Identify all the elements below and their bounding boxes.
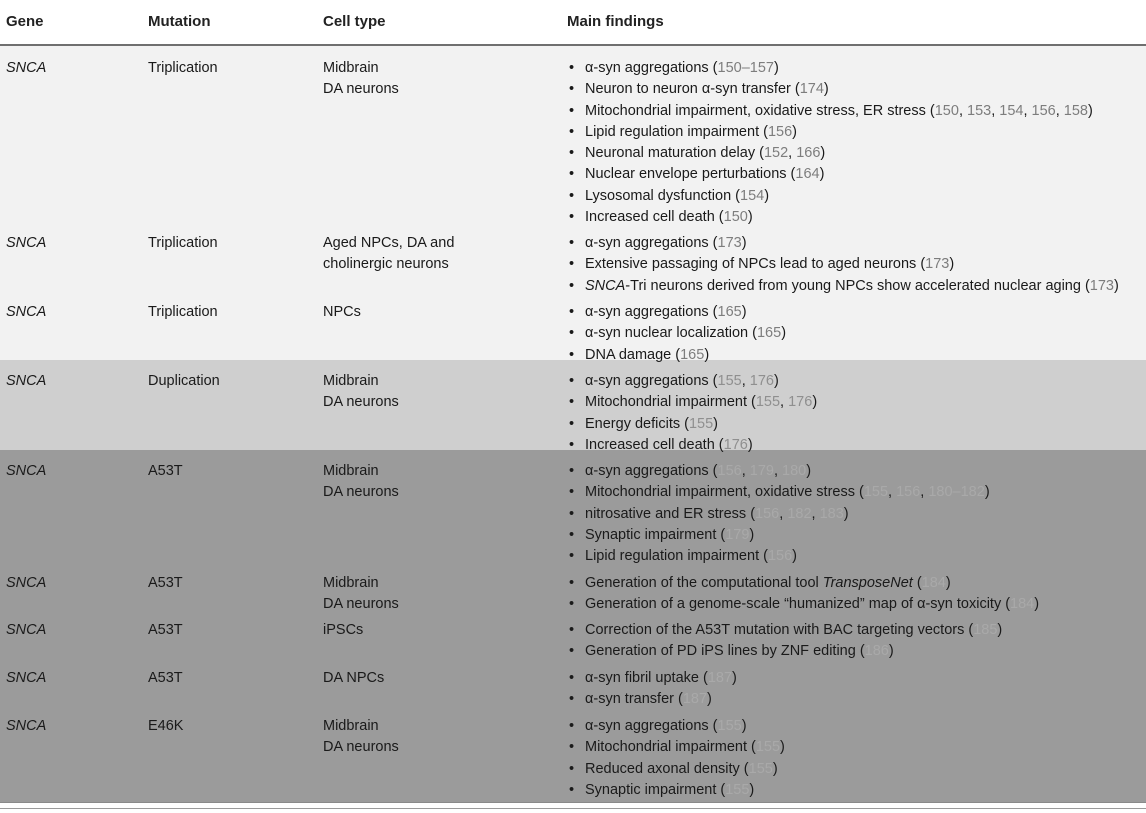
table-header: [0, 0, 1146, 44]
gene-cell: SNCA: [6, 718, 47, 734]
finding-text: ): [997, 622, 1003, 638]
header-cell-type: Cell type: [323, 13, 386, 30]
finding-item: [567, 276, 1146, 297]
mutation-cell: Triplication: [148, 60, 218, 76]
finding-text: Mitochondrial impairment, oxidative stress (: [585, 484, 864, 501]
cell-type-cell: [323, 233, 454, 276]
mutation-cell: A53T: [148, 670, 183, 686]
finding-text: Energy deficits (: [585, 415, 689, 432]
reference-link[interactable]: 155: [717, 718, 742, 734]
reference-link[interactable]: 185: [973, 622, 998, 638]
cell-type-cell: [323, 716, 399, 759]
reference-link[interactable]: 179: [725, 526, 750, 543]
cell-type-line: DA neurons: [323, 596, 399, 613]
finding-text: ): [792, 548, 797, 565]
finding-text: Mitochondrial impairment (: [585, 394, 756, 411]
finding-text: ): [781, 325, 787, 342]
cell-type-line: cholinergic neurons: [323, 256, 449, 273]
findings-cell: [567, 620, 1146, 663]
reference-link[interactable]: 155: [725, 781, 750, 798]
finding-text: ,: [1055, 102, 1064, 119]
reference-link[interactable]: 165: [717, 304, 742, 320]
italic-term: TransposeNet: [822, 575, 913, 591]
bottom-rule-secondary: [0, 808, 1146, 809]
finding-text: ): [747, 209, 753, 226]
finding-text: ): [749, 526, 755, 543]
findings-cell: [567, 573, 1146, 616]
finding-text: ): [792, 123, 797, 140]
finding-item: [567, 345, 1146, 366]
finding-text: ): [1114, 277, 1119, 294]
cell-type-cell: [323, 668, 384, 689]
finding-text: ,: [991, 102, 1000, 119]
cell-type-line: Midbrain: [323, 575, 379, 591]
gene-cell: SNCA: [6, 60, 47, 76]
findings-cell: [567, 461, 1146, 567]
reference-link[interactable]: 164: [795, 166, 820, 183]
finding-text: nitrosative and ER stress (: [585, 505, 756, 522]
finding-text: Neuron to neuron α-syn transfer (: [585, 81, 800, 98]
reference-link[interactable]: 150: [723, 209, 748, 226]
finding-text: ): [812, 394, 818, 411]
finding-text: α-syn aggregations (: [585, 235, 718, 251]
finding-text: ): [773, 60, 779, 76]
reference-link[interactable]: 187: [707, 670, 733, 686]
reference-link[interactable]: 182: [787, 505, 812, 522]
reference-link[interactable]: 153: [967, 102, 992, 119]
reference-link[interactable]: 176: [723, 436, 748, 453]
mutation-cell: E46K: [148, 718, 184, 734]
finding-text: ): [741, 235, 747, 251]
finding-item: [567, 186, 1146, 207]
finding-text: DNA damage (: [585, 346, 681, 363]
finding-text: Generation of the computational tool: [585, 575, 823, 591]
mutation-cell: A53T: [148, 463, 183, 479]
finding-item: [567, 302, 1146, 323]
reference-link[interactable]: 152: [763, 145, 789, 162]
finding-item: [567, 58, 1146, 79]
finding-text: Neuronal maturation delay (: [585, 145, 764, 162]
reference-link[interactable]: 173: [717, 235, 742, 251]
finding-text: Lysosomal dysfunction (: [585, 187, 741, 204]
mutation-cell: Duplication: [148, 373, 220, 389]
reference-link[interactable]: 180: [782, 463, 807, 479]
finding-text: ): [713, 415, 719, 432]
reference-link[interactable]: 184: [1010, 596, 1035, 613]
italic-term: SNCA: [585, 277, 626, 294]
finding-text: ,: [888, 484, 897, 501]
reference-link[interactable]: 156: [1031, 102, 1056, 119]
finding-text: Reduced axonal density (: [585, 760, 749, 777]
reference-link[interactable]: 156: [717, 463, 742, 479]
reference-link[interactable]: 150: [934, 102, 959, 119]
reference-link[interactable]: 158: [1063, 102, 1088, 119]
findings-cell: [567, 58, 1146, 228]
reference-link[interactable]: 176: [788, 394, 813, 411]
finding-text: Extensive passaging of NPCs lead to aged neurons (: [585, 256, 926, 273]
header-main-findings: Main findings: [567, 13, 664, 30]
reference-link[interactable]: 173: [1089, 277, 1114, 294]
gene-cell: SNCA: [6, 235, 47, 251]
findings-cell: [567, 716, 1146, 801]
finding-text: Synaptic impairment (: [585, 781, 726, 798]
finding-text: Synaptic impairment (: [585, 526, 726, 543]
gene-cell: SNCA: [6, 622, 47, 638]
finding-text: ): [1088, 102, 1093, 119]
cell-type-cell: [323, 58, 399, 101]
finding-text: ): [819, 166, 825, 183]
finding-text: ,: [780, 394, 789, 411]
finding-text: α-syn aggregations (: [585, 60, 718, 76]
finding-item: [567, 164, 1146, 185]
finding-item: [567, 254, 1146, 275]
reference-link[interactable]: 176: [749, 373, 774, 389]
finding-text: (: [912, 575, 922, 591]
finding-text: ): [949, 256, 955, 273]
finding-item: [567, 780, 1146, 801]
cell-type-line: Midbrain: [323, 463, 379, 479]
finding-text: Lipid regulation impairment (: [585, 548, 768, 565]
cell-type-cell: [323, 461, 399, 504]
finding-text: ,: [920, 484, 929, 501]
finding-text: ,: [779, 505, 788, 522]
finding-text: ,: [1023, 102, 1032, 119]
finding-text: Correction of the A53T mutation with BAC targeting vectors (: [585, 622, 974, 638]
reference-link[interactable]: 155: [688, 415, 714, 432]
finding-text: ): [747, 436, 753, 453]
finding-item: [567, 594, 1146, 615]
reference-link[interactable]: 173: [925, 256, 950, 273]
finding-text: ): [823, 81, 829, 98]
findings-cell: [567, 371, 1146, 456]
finding-item: [567, 414, 1146, 435]
finding-text: Mitochondrial impairment, oxidative stress, ER stress (: [585, 102, 935, 119]
header-mutation: Mutation: [148, 13, 211, 30]
finding-text: Increased cell death (: [585, 436, 724, 453]
bottom-rule: [0, 802, 1146, 803]
finding-text: ): [945, 575, 951, 591]
finding-text: Generation of PD iPS lines by ZNF editing (: [585, 643, 865, 660]
finding-item: [567, 573, 1146, 594]
finding-text: ): [764, 187, 770, 204]
mutation-cell: Triplication: [148, 235, 218, 251]
finding-text: ,: [741, 373, 750, 389]
reference-link[interactable]: 180–182: [928, 484, 985, 501]
finding-text: ): [984, 484, 990, 501]
reference-link[interactable]: 156: [896, 484, 921, 501]
cell-type-line: DA neurons: [323, 739, 399, 756]
finding-text: ,: [811, 505, 820, 522]
finding-text: ): [820, 145, 826, 162]
finding-item: [567, 79, 1146, 100]
finding-text: ): [741, 304, 747, 320]
cell-type-line: Aged NPCs, DA and: [323, 235, 455, 251]
gene-cell: SNCA: [6, 304, 47, 320]
finding-item: [567, 323, 1146, 344]
finding-text: α-syn fibril uptake (: [585, 670, 708, 686]
finding-item: [567, 482, 1146, 503]
reference-link[interactable]: 154: [999, 102, 1024, 119]
reference-link[interactable]: 156: [767, 548, 793, 565]
reference-link[interactable]: 155: [863, 484, 889, 501]
finding-text: ): [773, 373, 779, 389]
reference-link[interactable]: 186: [864, 643, 889, 660]
finding-item: [567, 233, 1146, 254]
finding-text: Increased cell death (: [585, 209, 724, 226]
cell-type-line: DA neurons: [323, 81, 399, 98]
finding-text: Nuclear envelope perturbations (: [585, 166, 796, 183]
finding-text: ): [780, 739, 785, 756]
finding-text: Mitochondrial impairment (: [585, 739, 756, 756]
finding-item: [567, 737, 1146, 758]
cell-type-line: iPSCs: [323, 622, 364, 638]
cell-type-cell: [323, 620, 363, 641]
finding-item: [567, 504, 1146, 525]
cell-type-line: DA neurons: [323, 394, 399, 411]
cell-type-line: NPCs: [323, 304, 361, 320]
finding-item: [567, 101, 1146, 122]
finding-text: ,: [788, 145, 797, 162]
finding-text: α-syn aggregations (: [585, 373, 718, 389]
finding-text: ): [843, 505, 849, 522]
reference-link[interactable]: 155: [717, 373, 742, 389]
finding-text: α-syn transfer (: [585, 691, 683, 708]
cell-type-line: Midbrain: [323, 373, 379, 389]
reference-link[interactable]: 183: [819, 505, 844, 522]
reference-link[interactable]: 155: [755, 394, 781, 411]
finding-text: ): [749, 781, 755, 798]
finding-text: α-syn nuclear localization (: [585, 325, 757, 342]
reference-link[interactable]: 156: [755, 505, 780, 522]
finding-text: ,: [958, 102, 967, 119]
finding-item: [567, 668, 1146, 689]
finding-text: α-syn aggregations (: [585, 718, 718, 734]
finding-text: ): [806, 463, 812, 479]
finding-text: ): [707, 691, 712, 708]
finding-text: ,: [773, 463, 783, 479]
finding-text: α-syn aggregations (: [585, 463, 718, 479]
finding-item: [567, 122, 1146, 143]
finding-text: ): [704, 346, 710, 363]
reference-link[interactable]: 174: [799, 81, 824, 98]
reference-link[interactable]: 156: [767, 123, 793, 140]
finding-text: Lipid regulation impairment (: [585, 123, 768, 140]
finding-item: [567, 546, 1146, 567]
finding-text: ,: [741, 463, 750, 479]
cell-type-cell: [323, 302, 361, 323]
mutation-cell: A53T: [148, 575, 183, 591]
finding-text: ): [1034, 596, 1040, 613]
finding-item: [567, 689, 1146, 710]
findings-cell: [567, 233, 1146, 297]
cell-type-line: DA NPCs: [323, 670, 385, 686]
finding-item: [567, 461, 1146, 482]
finding-text: Generation of a genome-scale “humanized” map of α-syn toxicity (: [585, 596, 1011, 613]
finding-text: α-syn aggregations (: [585, 304, 718, 320]
finding-item: [567, 759, 1146, 780]
mutation-cell: Triplication: [148, 304, 218, 320]
finding-item: [567, 371, 1146, 392]
finding-text: ): [888, 643, 894, 660]
findings-cell: [567, 668, 1146, 711]
finding-text: ): [732, 670, 737, 686]
cell-type-cell: [323, 573, 399, 616]
finding-item: [567, 525, 1146, 546]
findings-cell: [567, 302, 1146, 366]
gene-cell: SNCA: [6, 575, 47, 591]
header-gene: Gene: [6, 13, 44, 30]
cell-type-cell: [323, 371, 399, 414]
cell-type-line: DA neurons: [323, 484, 399, 501]
finding-item: [567, 716, 1146, 737]
finding-text: -Tri neurons derived from young NPCs show accelerated nuclear aging (: [625, 277, 1090, 294]
finding-item: [567, 641, 1146, 662]
finding-item: [567, 392, 1146, 413]
reference-link[interactable]: 184: [921, 575, 946, 591]
finding-text: ): [741, 718, 747, 734]
finding-item: [567, 435, 1146, 456]
reference-link[interactable]: 155: [748, 760, 773, 777]
reference-link[interactable]: 150–157: [717, 60, 774, 76]
gene-cell: SNCA: [6, 463, 47, 479]
gene-cell: SNCA: [6, 670, 47, 686]
reference-link[interactable]: 155: [755, 739, 781, 756]
reference-link[interactable]: 187: [682, 691, 708, 708]
reference-link[interactable]: 154: [740, 187, 765, 204]
reference-link[interactable]: 165: [680, 346, 705, 363]
reference-link[interactable]: 166: [796, 145, 821, 162]
finding-item: [567, 143, 1146, 164]
cell-type-line: Midbrain: [323, 718, 379, 734]
gene-cell: SNCA: [6, 373, 47, 389]
cell-type-line: Midbrain: [323, 60, 379, 76]
reference-link[interactable]: 165: [756, 325, 782, 342]
finding-item: [567, 207, 1146, 228]
finding-item: [567, 620, 1146, 641]
mutation-cell: A53T: [148, 622, 183, 638]
finding-text: ): [772, 760, 778, 777]
reference-link[interactable]: 179: [749, 463, 774, 479]
